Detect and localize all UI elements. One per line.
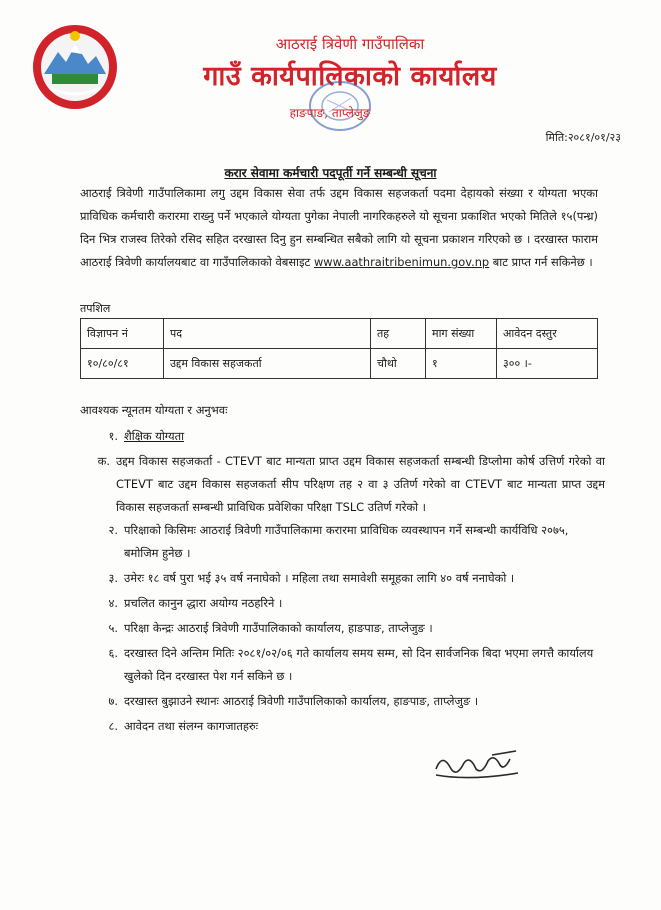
- col-header-ad-number: विज्ञापन नं: [81, 319, 164, 349]
- notice-body-tail: बाट प्राप्त गर्न सकिनेछ ।: [489, 255, 593, 269]
- item-number: ७.: [108, 694, 118, 708]
- item-number: २.: [108, 523, 118, 537]
- list-item: [80, 642, 605, 688]
- item-text: दरखास्त बुझाउने स्थानः आठराई त्रिवेणी गाउँपालिकाको कार्यालय, हाङपाङ, ताप्लेजुङ ।: [124, 694, 479, 708]
- website-link[interactable]: www.aathraitribenimun.gov.np: [313, 255, 490, 269]
- item-number: ३.: [108, 571, 118, 585]
- notice-body-text: आठराई त्रिवेणी गाउँपालिकामा लगु उद्दम विकास सेवा तर्फ उद्दम विकास सहजकर्ता पदमा देहायको संख्या र योग्यता भएका प्राविधिक कर्मचारी करारमा राख्नु पर्ने भएकाले योग्यता पुगेका नेपाली नागरिकहरुले यो सूचना प्रकाशित भएको मितिले १५(पन्ध्र) दिन भित्र राजस्व तिरेको रसिद सहित दरखास्त दिनु हुन सम्बन्धित सबैको लागि यो सूचना प्रकाशन गरिएको छ । दरखास्त फाराम आठराई त्रिवेणी कार्यालयबाट वा गाउँपालिकाको वेबसाइट: [80, 186, 598, 269]
- cell-level: चौथो: [371, 349, 426, 379]
- col-header-fee: आवेदन दस्तुर: [497, 319, 598, 349]
- cell-quantity: १: [426, 349, 497, 379]
- list-item: [80, 425, 605, 448]
- cell-fee: ३०० ।-: [497, 349, 598, 379]
- item-text: शैक्षिक योग्यता: [124, 429, 185, 443]
- government-emblem-logo: [30, 22, 120, 112]
- notice-title: करार सेवामा कर्मचारी पदपूर्ती गर्ने सम्बन्धी सूचना: [224, 166, 437, 180]
- cell-ad-number: १०/८०/८१: [81, 349, 164, 379]
- item-text: दरखास्त दिने अन्तिम मितिः २०८१/०२/०६ गते कार्यालय समय सम्म, सो दिन सार्वजनिक बिदा भएमा लगत्तै कार्यालय खुलेको दिन दरखास्त पेश गर्न सकिने छ ।: [124, 646, 594, 683]
- notice-body: [80, 182, 598, 274]
- item-number: ४.: [108, 596, 118, 610]
- item-text: परिक्षाको किसिमः आठराई त्रिवेणी गाउँपालिकामा करारमा प्राविधिक व्यवस्थापन गर्ने सम्बन्धी कार्यविधि २०७५, बमोजिम हुनेछ ।: [124, 523, 569, 560]
- list-item: [80, 519, 605, 565]
- table-row: [81, 349, 598, 379]
- org-subtitle: आठराई त्रिवेणी गाउँपालिका: [275, 35, 425, 53]
- list-item: [80, 567, 605, 590]
- item-text: परिक्षा केन्द्रः आठराई त्रिवेणी गाउँपालिकाको कार्यालय, हाङपाङ, ताप्लेजुङ ।: [124, 621, 433, 635]
- item-text: प्रचलित कानुन द्धारा अयोग्य नठहरिने ।: [124, 596, 283, 610]
- item-text: आवेदन तथा संलग्न कागजातहरुः: [124, 719, 259, 733]
- item-number: १.: [108, 429, 118, 443]
- requirements-heading: आवश्यक न्यूनतम योग्यता र अनुभवः: [80, 403, 228, 417]
- vacancy-table: [80, 318, 598, 379]
- list-item: [80, 617, 605, 640]
- table-header-row: [81, 319, 598, 349]
- col-header-level: तह: [371, 319, 426, 349]
- item-number: ८.: [108, 719, 118, 733]
- list-item: [80, 690, 605, 713]
- document-date: मिति:२०८१/०१/२३: [545, 131, 621, 144]
- details-label: तपशिल: [80, 302, 111, 315]
- item-number: ५.: [108, 621, 118, 635]
- item-number: क.: [97, 454, 110, 468]
- requirements-list: [80, 425, 605, 740]
- org-title: गाउँ कार्यपालिकाको कार्यालय: [203, 61, 497, 92]
- list-item: [80, 715, 605, 738]
- cell-post: उद्दम विकास सहजकर्ता: [164, 349, 371, 379]
- item-text: उमेरः १८ वर्ष पुरा भई ३५ वर्ष ननाघेको । महिला तथा समावेशी समूहका लागि ४० वर्ष ननाघेको ।: [124, 571, 515, 585]
- signature-icon: [430, 745, 525, 787]
- list-item: [80, 450, 605, 519]
- org-address: हाङपाङ, ताप्लेजुङ: [289, 106, 371, 120]
- col-header-quantity: माग संख्या: [426, 319, 497, 349]
- col-header-post: पद: [164, 319, 371, 349]
- item-number: ६.: [108, 646, 118, 660]
- item-text: उद्दम विकास सहजकर्ता - CTEVT बाट मान्यता प्राप्त उद्दम विकास सहजकर्ता सम्बन्धी डिप्लोमा कोर्ष उत्तिर्ण गरेको वा CTEVT बाट उद्दम विकास सहजकर्ता सीप परिक्षण तह २ वा ३ उतिर्ण गरेको वा CTEVT बाट मान्यता प्राप्त उद्दम विकास सहजकर्ता सम्बन्धी प्राविधिक प्रवेशिका परिक्षा TSLC उतिर्ण गरेको ।: [116, 454, 605, 514]
- list-item: [80, 592, 605, 615]
